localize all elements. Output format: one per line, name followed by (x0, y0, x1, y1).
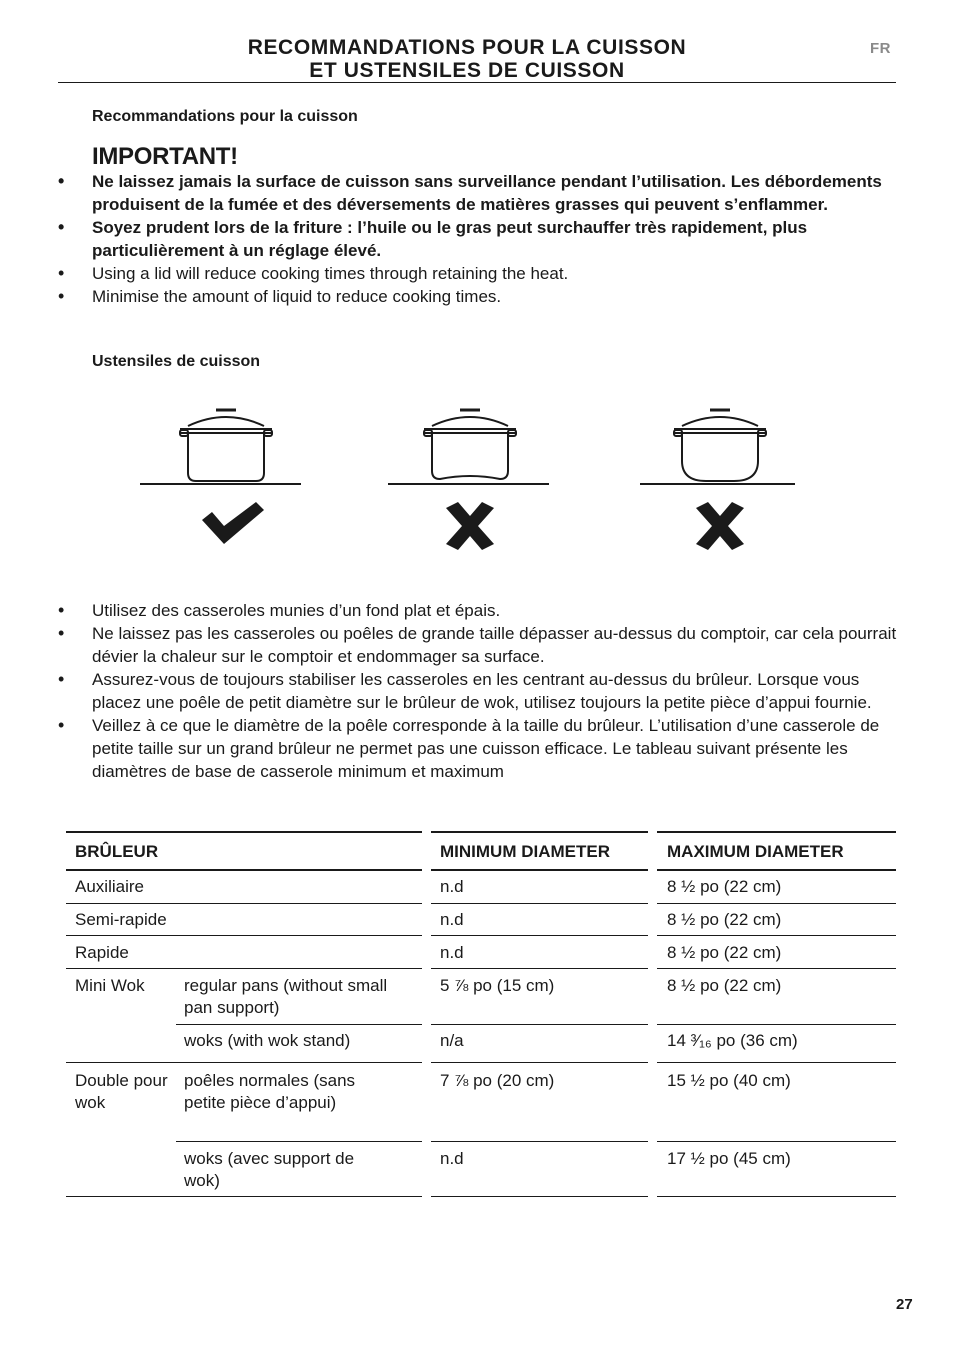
list-item: • Soyez prudent lors de la friture : l’huile ou le gras peut surchauffer très rapidement, plus particulièrement à un réglage élevé. (58, 216, 898, 262)
page-title-line1: RECOMMANDATIONS POUR LA CUISSON (247, 36, 687, 59)
table-cell-min: 7 ⅞ po (20 cm) (440, 1071, 555, 1090)
table-cell-max: 15 ½ po (40 cm) (667, 1071, 791, 1090)
table-cell-burner: Auxiliaire (75, 877, 144, 896)
table-cell-pan-type: regular pans (without small pan support) (184, 976, 388, 1017)
list-item: • Utilisez des casseroles munies d’un fond plat et épais. (58, 599, 898, 622)
list-item: • Ne laissez pas les casseroles ou poêles de grande taille dépasser au-dessus du comptoir, car cela pourrait dévier la chaleur sur le comptoir et endommager sa surface. (58, 622, 898, 668)
section-heading-cookware: Ustensiles de cuisson (92, 353, 261, 370)
table-cell-pan-type: poêles normales (sans petite pièce d’appui) (184, 1071, 356, 1112)
section-heading-cooking: Recommandations pour la cuisson (92, 108, 358, 125)
rounded-bottom-pot-icon (674, 410, 766, 481)
cookware-bullet-list (58, 599, 898, 783)
language-tag: FR (870, 40, 891, 57)
cookware-figures (0, 400, 954, 560)
page-title-line2: ET USTENSILES DE CUISSON (309, 59, 625, 82)
page-number: 27 (896, 1296, 913, 1313)
flat-bottom-pot-figure (140, 400, 310, 555)
table-cell-burner: Semi-rapide (75, 910, 167, 929)
table-header-burner: BRÛLEUR (75, 842, 159, 861)
table-cell-min: n.d (440, 910, 464, 929)
table-header-max: MAXIMUM DIAMETER (667, 842, 844, 861)
table-cell-max: 14 ³⁄₁₆ po (36 cm) (667, 1031, 798, 1050)
table-cell-burner: Mini Wok (75, 976, 145, 995)
table-cell-min: 5 ⅞ po (15 cm) (440, 976, 555, 995)
page-title (0, 36, 954, 82)
table-cell-min: n.d (440, 943, 464, 962)
table-cell-pan-type: woks (avec support de wok) (184, 1149, 355, 1190)
list-item: • Using a lid will reduce cooking times through retaining the heat. (58, 262, 898, 285)
table-cell-max: 17 ½ po (45 cm) (667, 1149, 791, 1168)
rounded-bottom-pot-figure (638, 400, 808, 555)
table-cell-min: n.d (440, 1149, 464, 1168)
table-cell-pan-type: woks (with wok stand) (184, 1031, 351, 1050)
table-cell-max: 8 ½ po (22 cm) (667, 976, 782, 995)
table-cell-max: 8 ½ po (22 cm) (667, 877, 782, 896)
list-item: • Assurez-vous de toujours stabiliser les casseroles en les centrant au-dessus du brûleur. Lorsque vous placez une poêle de petit diamètre sur le brûleur de wok, utilisez toujours la petite pièce d’appui fournie. (58, 668, 898, 714)
check-mark-icon (202, 502, 264, 544)
header-rule (58, 82, 896, 83)
table-header-min: MINIMUM DIAMETER (440, 842, 610, 861)
curved-bottom-pot-figure (386, 400, 556, 555)
table-cell-max: 8 ½ po (22 cm) (667, 910, 782, 929)
list-item: • Veillez à ce que le diamètre de la poêle corresponde à la taille du brûleur. L’utilisation d’une casserole de petite taille sur un grand brûleur ne permet pas une cuisson efficace. Le tableau suivant présente les diamètres de base de casserole minimum et maximum (58, 714, 898, 783)
cross-mark-icon (446, 502, 494, 550)
important-heading: IMPORTANT! (92, 143, 238, 170)
table-cell-max: 8 ½ po (22 cm) (667, 943, 782, 962)
list-item: • Ne laissez jamais la surface de cuisson sans surveillance pendant l’utilisation. Les débordements produisent de la fumée et des déversements de matières grasses qui peuvent s’enflammer. (58, 170, 898, 216)
curved-bottom-pot-icon (424, 410, 516, 479)
table-cell-min: n.d (440, 877, 464, 896)
table-cell-burner: Rapide (75, 943, 129, 962)
table-cell-min: n/a (440, 1031, 464, 1050)
cooking-bullet-list (58, 170, 898, 308)
flat-bottom-pot-icon (180, 410, 272, 481)
list-item: • Minimise the amount of liquid to reduce cooking times. (58, 285, 898, 308)
table-cell-burner: Double pour wok (75, 1071, 168, 1112)
cross-mark-icon (696, 502, 744, 550)
